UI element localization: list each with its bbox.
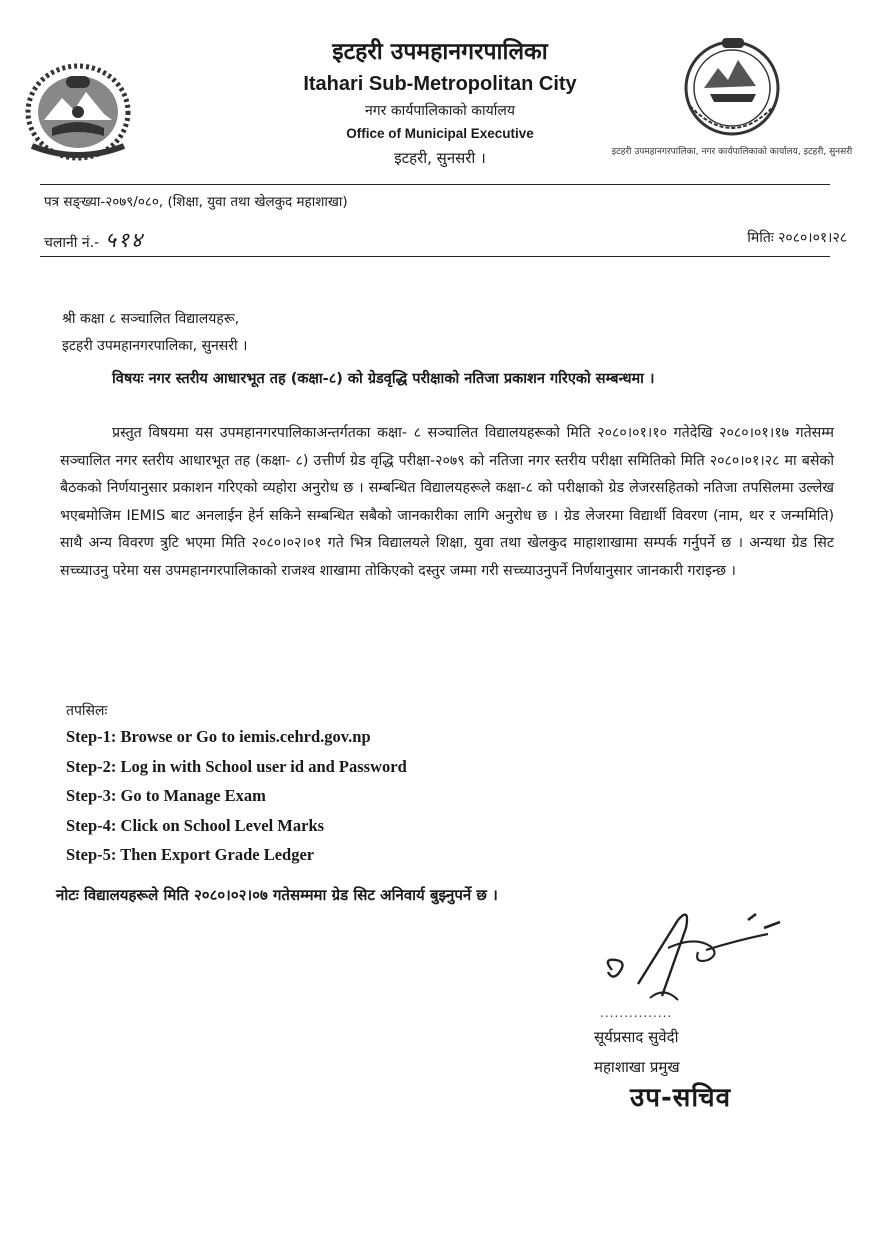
step-item: Step-1: Browse or Go to iemis.cehrd.gov.np <box>66 727 371 746</box>
dispatch-number <box>44 226 144 254</box>
step-item: Step-3: Go to Manage Exam <box>66 786 266 805</box>
signatory-name: सूर्यप्रसाद सुवेदी <box>594 1028 679 1046</box>
note-text: नोटः विद्यालयहरूले मिति २०८०।०२।०७ गतेसम्ममा ग्रेड सिट अनिवार्य बुझ्नुपर्ने छ । <box>56 886 498 904</box>
signatory-designation: महाशाखा प्रमुख <box>594 1058 680 1076</box>
letter-number: पत्र सङ्ख्या-२०७९/०८०, (शिक्षा, युवा तथा खेलकुद महाशाखा) <box>44 194 348 210</box>
recipient-line-1: श्री कक्षा ८ सञ्चालित विद्यालयहरू, <box>62 311 240 327</box>
designation-stamp: उप-सचिव <box>630 1083 732 1113</box>
step-item: Step-2: Log in with School user id and Password <box>66 756 407 776</box>
subject-line: विषयः नगर स्तरीय आधारभूत तह (कक्षा-८) को ग्रेडवृद्धि परीक्षाको नतिजा प्रकाशन गरिएको सम्बन्धमा । <box>112 371 655 387</box>
details-title: तपसिलः <box>66 703 108 719</box>
dispatch-value: ५१४ <box>105 228 144 252</box>
header-divider <box>40 184 830 185</box>
body-paragraph: प्रस्तुत विषयमा यस उपमहानगरपालिकाअन्तर्गतका कक्षा- ८ सञ्चालित विद्यालयहरूको मिति २०८०।०१।१० गतेदेखि २०८०।०१।१७ गतेसम्म सञ्चालित नगर स्तरीय आधारभूत तह (कक्षा- ८) उत्तीर्ण ग्रेड वृद्धि परीक्षा-२०७९ को नतिजा नगर स्तरीय परीक्षा समितिको मिति २०८०।०१।२८ मा बसेको बैठकको निर्णयानुसार प्रकाशन गरिएको व्यहोरा अनुरोध छ । सम्बन्धित विद्यालयहरूले कक्षा-८ को परीक्षाको ग्रेड लेजरसहितको नतिजा तपसिलमा उल्लेख भएबमोजिम IEMIS बाट अनलाईन हेर्न सकिने सम्बन्धित सबैको जानकारीका लागि अनुरोध छ । ग्रेड लेजरमा विद्यार्थी विवरण (नाम, थर र जन्ममिति) साथै अन्य विवरण त्रुटि भएमा मिति २०८०।०२।०१ गते भित्र विद्यालयले शिक्षा, युवा तथा खेलकुद माहाशाखामा सम्पर्क गर्नुपर्ने छ । अन्यथा ग्रेड सिट सच्च्याउनु परेमा यस उपमहानगरपालिकाको राजश्व शाखामा तोकिएको दस्तुर जम्मा गरी सच्च्याउनुपर्ने निर्णयानुसार जानकारी गराइन्छ । <box>60 425 834 579</box>
executive-np: नगर कार्यपालिकाको कार्यालय <box>365 103 515 119</box>
dispatch-label: चलानी नं.- <box>44 235 100 251</box>
step-item: Step-5: Then Export Grade Ledger <box>66 845 315 864</box>
nepal-emblem-icon <box>22 58 134 162</box>
reference-divider <box>40 256 830 257</box>
seal-text: इटहरी उपमहानगरपालिका, नगर कार्यपालिकाको कार्यालय, इटहरी, सुनसरी <box>611 147 853 157</box>
step-item: Step-4: Click on School Level Marks <box>66 815 325 835</box>
office-name-en: Itahari Sub-Metropolitan City <box>303 73 577 95</box>
letter-date: मितिः २०८०।०१।२८ <box>747 230 847 246</box>
office-name-np: इटहरी उपमहानगरपालिका <box>332 39 548 65</box>
signatory-block <box>594 1022 680 1082</box>
steps-list <box>66 722 407 870</box>
recipient-address <box>62 306 247 360</box>
executive-en: Office of Municipal Executive <box>346 126 534 141</box>
signature-dots: ............... <box>600 1006 673 1020</box>
recipient-line-2: इटहरी उपमहानगरपालिका, सुनसरी । <box>62 338 248 354</box>
letterhead <box>240 36 640 170</box>
signature-icon <box>598 900 798 1008</box>
location-np: इटहरी, सुनसरी । <box>394 149 486 167</box>
municipality-seal-icon <box>611 30 853 162</box>
